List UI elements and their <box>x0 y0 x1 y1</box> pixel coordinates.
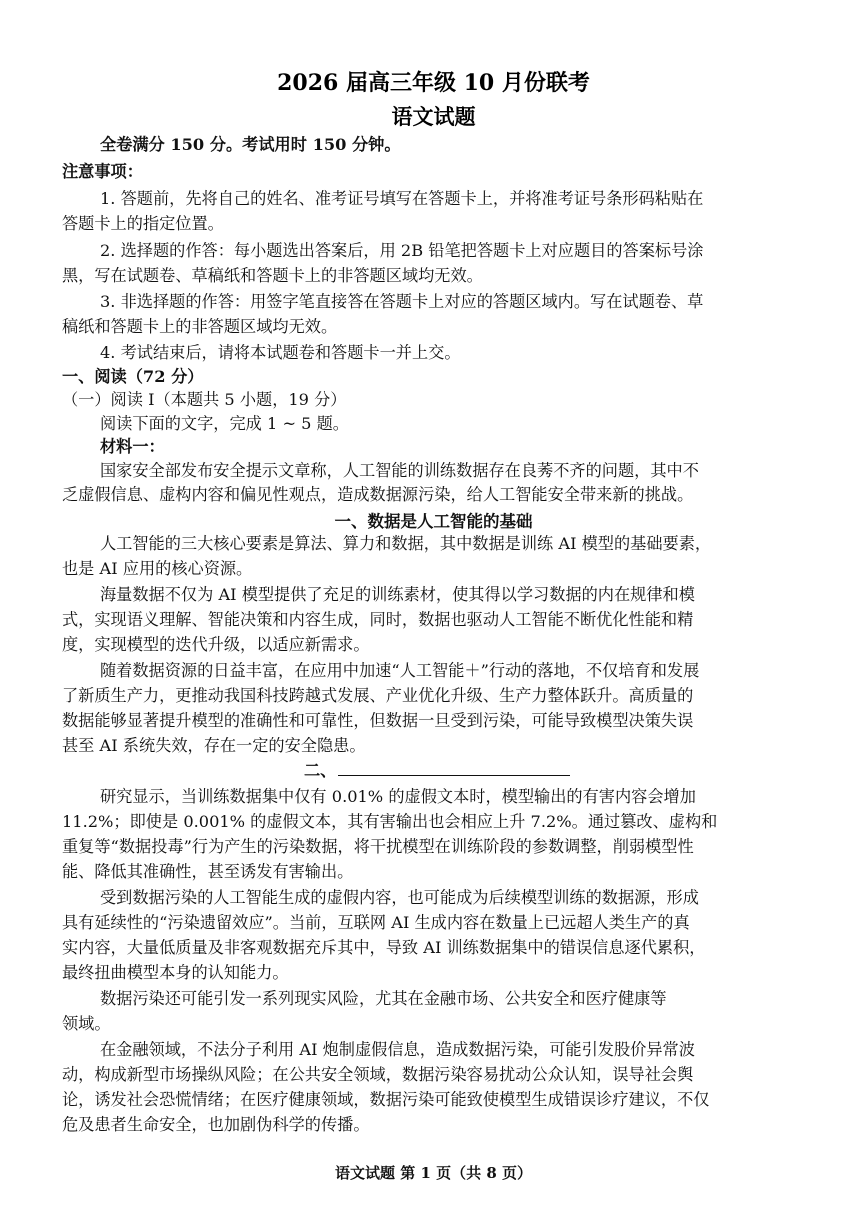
p1-para2-line-3: 度，实现模型的迭代升级，以适应新需求。 <box>62 635 370 654</box>
exam-info: 全卷满分 150 分。考试用时 150 分钟。 <box>100 135 401 154</box>
section-instruction: 阅读下面的文字，完成 1 ~ 5 题。 <box>100 414 349 433</box>
part1-heading: 一、数据是人工智能的基础 <box>334 512 533 531</box>
p1-para2-line-1: 海量数据不仅为 AI 模型提供了充足的训练素材，使其得以学习数据的内在规律和模 <box>100 585 695 604</box>
heading-blank <box>338 763 570 776</box>
p1-para3-line-2: 了新质生产力，更推动我国科技跨越式发展、产业优化升级、生产力整体跃升。高质量的 <box>62 686 694 705</box>
note-2-line-1: 2. 选择题的作答：每小题选出答案后，用 2B 铅笔把答题卡上对应题目的答案标号涂 <box>100 241 704 260</box>
p1-para1-line-1: 人工智能的三大核心要素是算法、算力和数据，其中数据是训练 AI 模型的基础要素， <box>100 534 712 553</box>
note-2-line-2: 黑，写在试题卷、草稿纸和答题卡上的非答题区域均无效。 <box>62 266 483 285</box>
note-3-line-2: 稿纸和答题卡上的非答题区域均无效。 <box>62 317 338 336</box>
intro-line-2: 乏虚假信息、虚构内容和偏见性观点，造成数据源污染，给人工智能安全带来新的挑战。 <box>62 485 694 504</box>
p2-para2-line-2: 具有延续性的“污染遗留效应”。当前，互联网 AI 生成内容在数量上已远超人类生产的真 <box>62 913 690 932</box>
p2-para4-line-2: 动，构成新型市场操纵风险；在公共安全领域，数据污染容易扰动公众认知，误导社会舆 <box>62 1065 694 1084</box>
p2-para2-line-4: 最终扭曲模型本身的认知能力。 <box>62 963 289 982</box>
p2-para3-line-1: 数据污染还可能引发一系列现实风险，尤其在金融市场、公共安全和医疗健康等 <box>100 989 667 1008</box>
p2-para3-line-2: 领域。 <box>62 1014 111 1033</box>
p1-para1-line-2: 也是 AI 应用的核心资源。 <box>62 559 253 578</box>
section-sub-heading: （一）阅读 I（本题共 5 小题，19 分） <box>62 390 347 409</box>
p1-para3-line-1: 随着数据资源的日益丰富，在应用中加速“人工智能＋”行动的落地，不仅培育和发展 <box>100 661 700 680</box>
note-1-line-1: 1. 答题前，先将自己的姓名、准考证号填写在答题卡上，并将准考证号条形码粘贴在 <box>100 189 704 208</box>
p2-para4-line-3: 论，诱发社会恐慌情绪；在医疗健康领域，数据污染可能致使模型生成错误诊疗建议，不仅 <box>62 1090 710 1109</box>
part2-heading <box>304 760 604 782</box>
note-4-line-1: 4. 考试结束后，请将本试题卷和答题卡一并上交。 <box>100 343 461 362</box>
p2-para2-line-1: 受到数据污染的人工智能生成的虚假内容，也可能成为后续模型训练的数据源，形成 <box>100 888 699 907</box>
p1-para3-line-4: 甚至 AI 系统失效，存在一定的安全隐患。 <box>62 736 366 755</box>
p2-para4-line-1: 在金融领域，不法分子利用 AI 炮制虚假信息，造成数据污染，可能引发股价异常波 <box>100 1040 695 1059</box>
p2-para1-line-3: 重复等“数据投毒”行为产生的污染数据，将干扰模型在训练阶段的参数调整，削弱模型性 <box>62 837 694 856</box>
page-footer: 语文试题 第 1 页（共 8 页） <box>335 1164 532 1182</box>
note-1-line-2: 答题卡上的指定位置。 <box>62 214 224 233</box>
p1-para3-line-3: 数据能够显著提升模型的准确性和可靠性，但数据一旦受到污染，可能导致模型决策失误 <box>62 711 694 730</box>
p2-para1-line-1: 研究显示，当训练数据集中仅有 0.01% 的虚假文本时，模型输出的有害内容会增加 <box>100 787 696 806</box>
p2-para2-line-3: 实内容，大量低质量及非客观数据充斥其中，导致 AI 训练数据集中的错误信息逐代累积， <box>62 938 706 957</box>
section-heading: 一、阅读（72 分） <box>62 367 204 386</box>
p2-para1-line-4: 能、降低其准确性，甚至诱发有害输出。 <box>62 862 354 881</box>
material-label: 材料一： <box>100 437 165 456</box>
intro-line-1: 国家安全部发布安全提示文章称，人工智能的训练数据存在良莠不齐的问题，其中不 <box>100 461 699 480</box>
exam-subtitle: 语文试题 <box>391 104 476 129</box>
p1-para2-line-2: 式，实现语义理解、智能决策和内容生成，同时，数据也驱动人工智能不断优化性能和精 <box>62 610 694 629</box>
p2-para4-line-4: 危及患者生命安全，也加剧伪科学的传播。 <box>62 1115 370 1134</box>
exam-title: 2026 届高三年级 10 月份联考 <box>277 70 590 96</box>
notes-heading: 注意事项： <box>62 162 143 181</box>
part2-heading-label: 二、 <box>304 761 337 780</box>
p2-para1-line-2: 11.2%；即使是 0.001% 的虚假文本，其有害输出也会相应上升 7.2%。通过篡改、虚构和 <box>62 812 718 831</box>
note-3-line-1: 3. 非选择题的作答：用签字笔直接答在答题卡上对应的答题区域内。写在试题卷、草 <box>100 292 704 311</box>
